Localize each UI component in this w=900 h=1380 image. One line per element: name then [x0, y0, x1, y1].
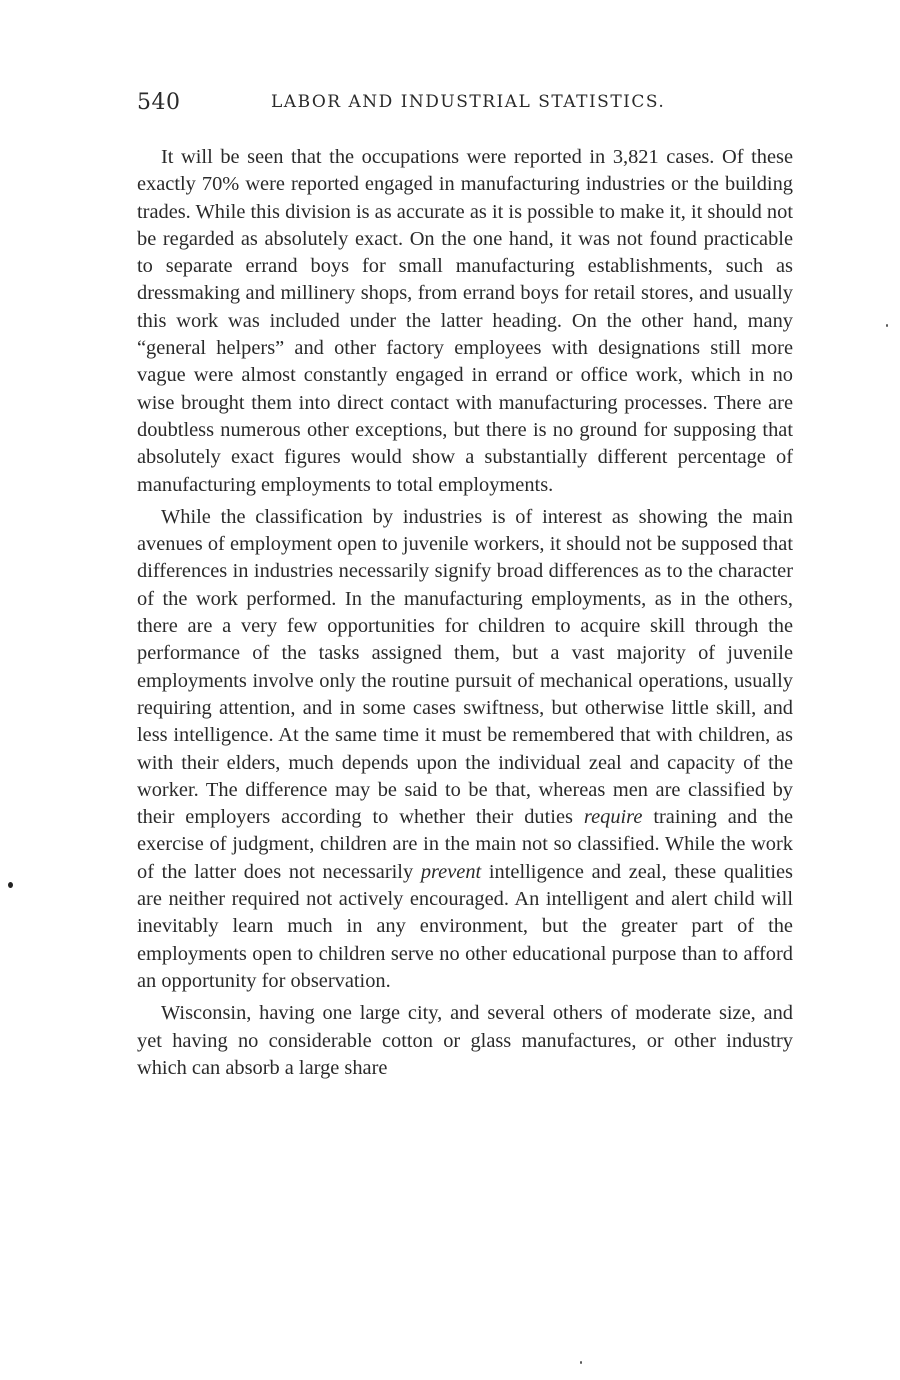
page-number: 540 [137, 90, 181, 115]
paragraph-classification-part2: training and the exercise of judgment, children are in the main not so classified. While the work of the latter does not necessarily [137, 806, 793, 883]
scan-speck [580, 1361, 582, 1364]
scan-speck [886, 324, 888, 327]
paragraph-occupations: It will be seen that the occupations were reported in 3,821 cases. Of these exactly 70% were reported engaged in manufacturing industries or the building trades. While this division is as accurate as it is possible to make it, it should not be regarded as absolutely exact. On the one hand, it was not found practicable to separate errand boys for small manufacturing establishments, such as dressmaking and millinery shops, from errand boys for retail stores, and usually this work was included under the latter heading. On the other hand, many “general helpers” and other factory employees with designations still more vague were almost constantly engaged in errand or office work, which in no wise brought them into direct contact with manufacturing processes. There are doubtless numerous other exceptions, but there is no ground for supposing that absolutely exact figures would show a substantially different percentage of manufacturing employments to total employments. [137, 146, 793, 496]
body-text [137, 144, 793, 1087]
paragraph-classification-part3: intelligence and zeal, these qualities are neither required not actively encouraged. An intelligent and alert child will inevitably learn much in any environment, but the greater part of the employments open to children serve no other educational purpose than to afford an opportunity for observation. [137, 860, 793, 992]
emphasis-require: require [583, 806, 643, 829]
paragraph-classification-part1: While the classification by industries is of interest as showing the main avenues of employment open to juvenile workers, it should not be supposed that differences in industries necessarily signify broad differences as to the character of the work performed. In the manufacturing employments, as in the others, there are a very few opportunities for children to acquire skill through the performance of the tasks assigned them, but a vast majority of juvenile employments involve only the routine pursuit of mechanical operations, usually requiring attention, and in some cases swiftness, but otherwise little skill, and less intelligence. At the same time it must be remembered that with children, as with their elders, much depends upon the individual zeal and capacity of the worker. The difference may be said to be that, whereas men are classified by their employers according to whether their duties [137, 505, 793, 829]
running-title: LABOR AND INDUSTRIAL STATISTICS. [271, 92, 666, 112]
paragraph-wisconsin: Wisconsin, having one large city, and several others of moderate size, and yet having no considerable cotton or glass manufactures, or other industry which can absorb a large share [137, 1002, 793, 1079]
emphasis-prevent: prevent [420, 860, 482, 883]
paragraph-classification [137, 504, 793, 995]
scan-speck [8, 882, 13, 888]
page-header [137, 90, 791, 120]
